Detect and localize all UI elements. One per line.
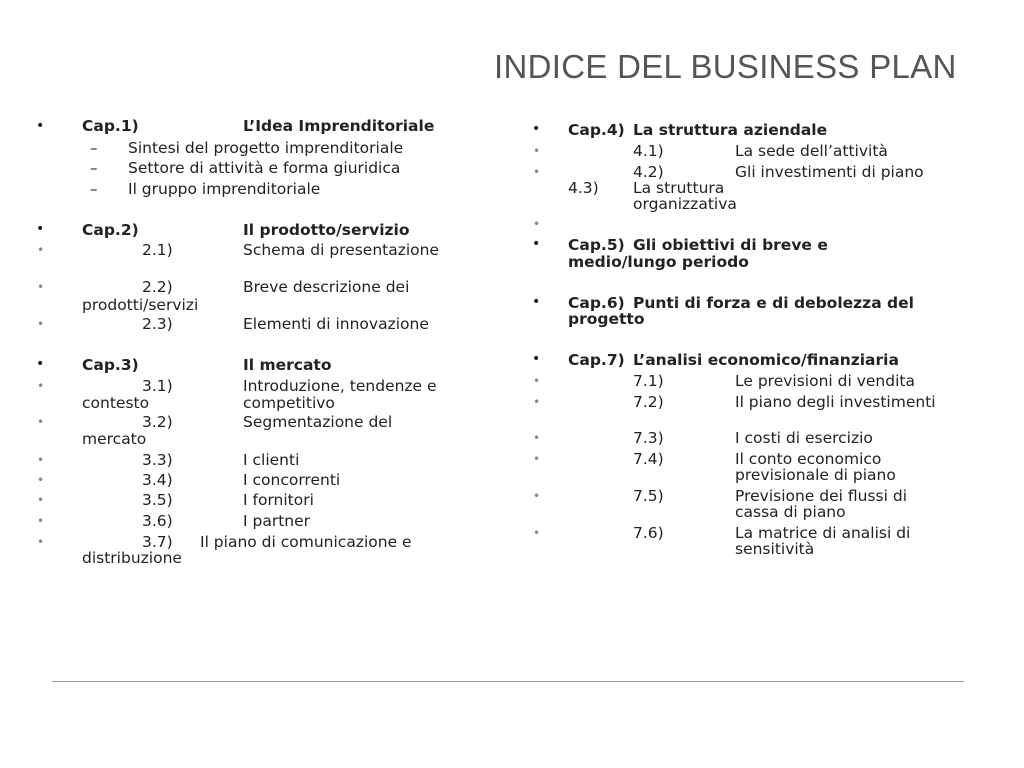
bullet-dot: •	[36, 221, 45, 237]
bullet-dot: •	[532, 351, 541, 367]
section-title: Schema di presentazione	[243, 241, 440, 259]
section-number: 2.1)	[142, 241, 173, 259]
sub-item: Il gruppo imprenditoriale	[128, 180, 321, 198]
section-title: Introduzione, tendenze e	[243, 377, 437, 395]
chapter-title: Il prodotto/servizio	[243, 221, 410, 239]
chapter-number: Cap.4)	[568, 121, 625, 139]
section-title: Elementi di innovazione	[243, 315, 429, 333]
section-title: Il piano degli investimenti	[735, 393, 936, 411]
section-number: 4.2)	[633, 163, 664, 181]
bullet-dot: •	[36, 118, 45, 134]
section-number: 3.2)	[142, 413, 173, 431]
chapter-number: Cap.5)	[568, 236, 625, 254]
section-title-wrap: contesto	[82, 394, 150, 412]
bullet-dot: •	[36, 356, 45, 372]
bullet-dot: •	[533, 395, 541, 409]
section-title-wrap: cassa di piano	[735, 503, 846, 521]
section-title: I fornitori	[243, 491, 314, 509]
bullet-dot: •	[37, 379, 45, 393]
bullet-dot: •	[37, 514, 45, 528]
chapter-title: Gli obiettivi di breve e	[633, 236, 828, 254]
section-title: Gli investimenti di piano	[735, 163, 924, 181]
section-number: 4.1)	[633, 142, 664, 160]
page-title: INDICE DEL BUSINESS PLAN	[494, 48, 957, 85]
section-title: I clienti	[243, 451, 300, 469]
section-title: I concorrenti	[243, 471, 341, 489]
section-number: 4.3)	[568, 179, 599, 197]
section-number: 2.2)	[142, 278, 173, 296]
bullet-dot: •	[533, 431, 541, 445]
section-number: 2.3)	[142, 315, 173, 333]
bullet-dot: •	[533, 144, 541, 158]
bullet-dot: •	[533, 526, 541, 540]
section-title-wrap: distribuzione	[82, 549, 182, 567]
section-title-wrap: previsionale di piano	[735, 466, 896, 484]
section-title: Previsione dei flussi di	[735, 487, 907, 505]
bullet-dot: •	[532, 294, 541, 310]
chapter-title-wrap: progetto	[568, 310, 645, 328]
section-number: 7.2)	[633, 393, 664, 411]
section-number: 3.7)	[142, 533, 173, 551]
section-title-wrap: organizzativa	[633, 195, 737, 213]
bullet-dot: •	[37, 243, 45, 257]
chapter-title: L’analisi economico/finanziaria	[633, 351, 899, 369]
footer-divider	[52, 681, 964, 682]
section-title: Il conto economico	[735, 450, 882, 468]
chapter-number: Cap.2)	[82, 221, 139, 239]
bullet-dot: •	[37, 473, 45, 487]
bullet-dot: •	[533, 374, 541, 388]
chapter-number: Cap.7)	[568, 351, 625, 369]
section-title: La matrice di analisi di	[735, 524, 911, 542]
bullet-dot: •	[533, 489, 541, 503]
section-number: 3.3)	[142, 451, 173, 469]
section-title: I costi di esercizio	[735, 429, 873, 447]
section-number: 3.6)	[142, 512, 173, 530]
bullet-dot: •	[533, 165, 541, 179]
section-title-wrap: mercato	[82, 430, 147, 448]
chapter-title: Punti di forza e di debolezza del	[633, 294, 914, 312]
bullet-dot: •	[37, 317, 45, 331]
bullet-dot: •	[533, 217, 541, 231]
chapter-number: Cap.3)	[82, 356, 139, 374]
section-title: I partner	[243, 512, 311, 530]
section-number: 7.3)	[633, 429, 664, 447]
dash-bullet: –	[90, 139, 98, 157]
bullet-dot: •	[532, 121, 541, 137]
dash-bullet: –	[90, 159, 98, 177]
section-number: 7.5)	[633, 487, 664, 505]
section-title: Il piano di comunicazione e	[200, 533, 412, 551]
section-title: Le previsioni di vendita	[735, 372, 915, 390]
section-title-wrap: sensitività	[735, 540, 815, 558]
section-number: 3.1)	[142, 377, 173, 395]
bullet-dot: •	[37, 415, 45, 429]
chapter-title: L’Idea Imprenditoriale	[243, 117, 435, 135]
section-title: La struttura	[633, 179, 725, 197]
section-number: 3.4)	[142, 471, 173, 489]
bullet-dot: •	[37, 493, 45, 507]
bullet-dot: •	[532, 236, 541, 252]
chapter-number: Cap.1)	[82, 117, 139, 135]
sub-item: Sintesi del progetto imprenditoriale	[128, 139, 404, 157]
bullet-dot: •	[37, 535, 45, 549]
section-number: 7.4)	[633, 450, 664, 468]
dash-bullet: –	[90, 180, 98, 198]
section-number: 3.5)	[142, 491, 173, 509]
section-title-wrap: prodotti/servizi	[82, 296, 199, 314]
sub-item: Settore di attività e forma giuridica	[128, 159, 401, 177]
section-number: 7.6)	[633, 524, 664, 542]
chapter-title: Il mercato	[243, 356, 332, 374]
section-title: La sede dell’attività	[735, 142, 888, 160]
section-title: Breve descrizione dei	[243, 278, 410, 296]
section-number: 7.1)	[633, 372, 664, 390]
chapter-title: La struttura aziendale	[633, 121, 828, 139]
section-title-wrap: competitivo	[243, 394, 335, 412]
bullet-dot: •	[37, 453, 45, 467]
bullet-dot: •	[533, 452, 541, 466]
chapter-title-wrap: medio/lungo periodo	[568, 253, 749, 271]
section-title: Segmentazione del	[243, 413, 393, 431]
bullet-dot: •	[37, 280, 45, 294]
chapter-number: Cap.6)	[568, 294, 625, 312]
